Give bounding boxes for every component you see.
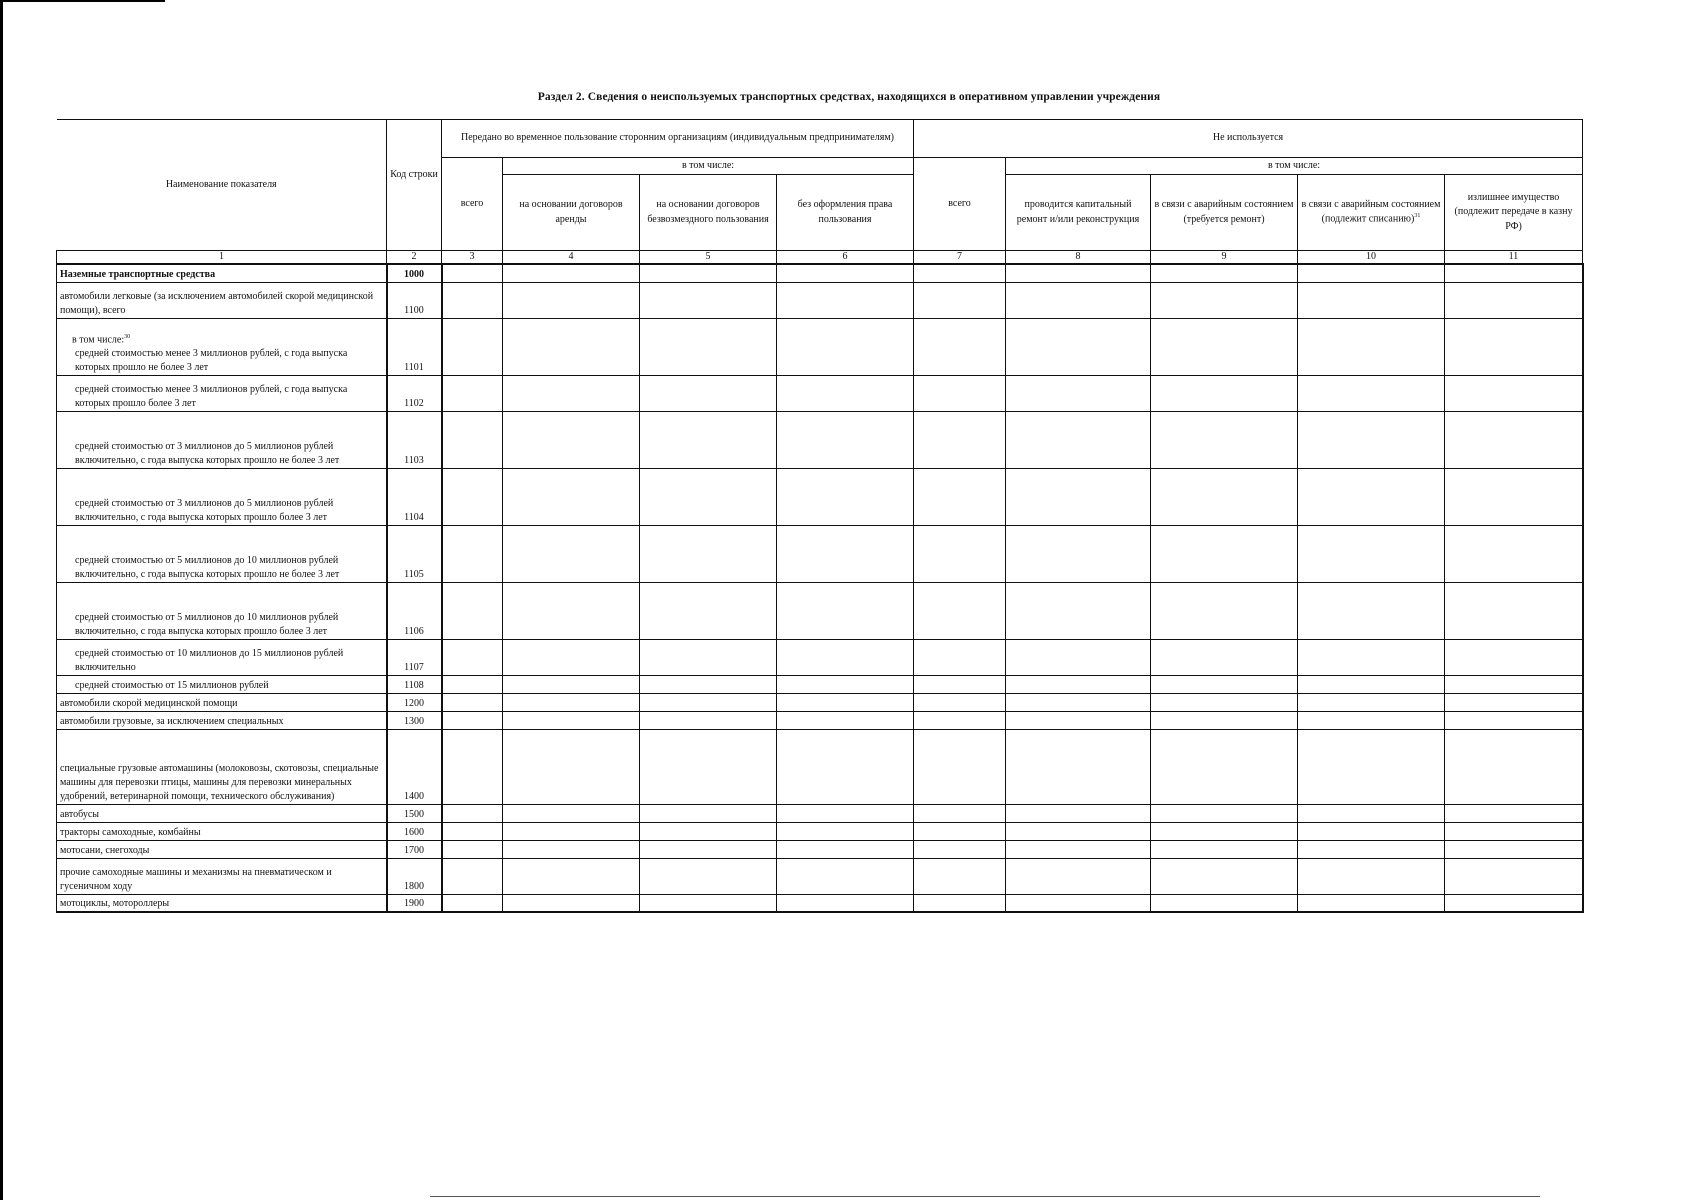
col-number: 6	[777, 251, 914, 265]
row-code: 1600	[387, 822, 442, 840]
row-name	[57, 318, 387, 375]
value-cell-col-6[interactable]	[777, 411, 914, 468]
row-name	[57, 858, 387, 894]
value-cell-col-7[interactable]	[914, 804, 1006, 822]
value-cell-col-3[interactable]	[442, 711, 503, 729]
value-cell-col-5[interactable]	[640, 840, 777, 858]
row-code: 1300	[387, 711, 442, 729]
section-title: Раздел 2. Сведения о неиспользуемых транспортных средствах, находящихся в оперативном управлении учреждения	[537, 91, 1161, 103]
value-cell-col-9[interactable]	[1151, 582, 1298, 639]
header-no-rights: без оформления права пользования	[777, 175, 914, 251]
value-cell-col-11[interactable]	[1445, 894, 1583, 912]
value-cell-col-7[interactable]	[914, 858, 1006, 894]
value-cell-col-8[interactable]	[1006, 264, 1151, 282]
header-transferred-incl: в том числе:	[503, 158, 914, 175]
header-unused: Не используется	[914, 120, 1583, 158]
value-cell-col-3[interactable]	[442, 318, 503, 375]
value-cell-col-5[interactable]	[640, 468, 777, 525]
scan-bottom-mark	[430, 1196, 1540, 1197]
row-name-text: автомобили легковые (за исключением автомобилей скорой медицинской помощи), всего	[60, 290, 374, 316]
row-name-text: средней стоимостью менее 3 миллионов рублей, с года выпуска которых прошло не более 3 лет	[75, 347, 348, 373]
value-cell-col-7[interactable]	[914, 693, 1006, 711]
value-cell-col-3[interactable]	[442, 675, 503, 693]
value-cell-col-10[interactable]	[1298, 468, 1445, 525]
header-repair: проводится капитальный ремонт и/или реконструкция	[1006, 175, 1151, 251]
value-cell-col-10[interactable]	[1298, 411, 1445, 468]
value-cell-col-9[interactable]	[1151, 639, 1298, 675]
row-name	[57, 804, 387, 822]
value-cell-col-11[interactable]	[1445, 693, 1583, 711]
value-cell-col-9[interactable]	[1151, 375, 1298, 411]
row-name-text: автомобили скорой медицинской помощи	[60, 697, 238, 709]
col-number: 10	[1298, 251, 1445, 265]
value-cell-col-11[interactable]	[1445, 840, 1583, 858]
value-cell-col-4[interactable]	[503, 264, 640, 282]
value-cell-col-5[interactable]	[640, 858, 777, 894]
value-cell-col-8[interactable]	[1006, 822, 1151, 840]
value-cell-col-3[interactable]	[442, 894, 503, 912]
value-cell-col-9[interactable]	[1151, 411, 1298, 468]
value-cell-col-10[interactable]	[1298, 582, 1445, 639]
row-name	[57, 693, 387, 711]
value-cell-col-6[interactable]	[777, 318, 914, 375]
row-prefix	[72, 333, 383, 347]
value-cell-col-8[interactable]	[1006, 411, 1151, 468]
col-number: 4	[503, 251, 640, 265]
value-cell-col-4[interactable]	[503, 693, 640, 711]
value-cell-col-11[interactable]	[1445, 468, 1583, 525]
value-cell-col-10[interactable]	[1298, 264, 1445, 282]
value-cell-col-11[interactable]	[1445, 675, 1583, 693]
value-cell-col-9[interactable]	[1151, 858, 1298, 894]
table-row	[57, 264, 1583, 282]
row-name	[57, 375, 387, 411]
col-number: 7	[914, 251, 1006, 265]
table-row	[57, 693, 1583, 711]
row-name	[57, 822, 387, 840]
row-code: 1900	[387, 894, 442, 912]
value-cell-col-5[interactable]	[640, 525, 777, 582]
table-row	[57, 894, 1583, 912]
value-cell-col-3[interactable]	[442, 858, 503, 894]
value-cell-col-7[interactable]	[914, 729, 1006, 804]
table-row	[57, 468, 1583, 525]
value-cell-col-8[interactable]	[1006, 693, 1151, 711]
value-cell-col-9[interactable]	[1151, 468, 1298, 525]
value-cell-col-11[interactable]	[1445, 282, 1583, 318]
value-cell-col-11[interactable]	[1445, 822, 1583, 840]
value-cell-col-10[interactable]	[1298, 822, 1445, 840]
table-row	[57, 675, 1583, 693]
value-cell-col-9[interactable]	[1151, 840, 1298, 858]
value-cell-col-5[interactable]	[640, 675, 777, 693]
value-cell-col-7[interactable]	[914, 282, 1006, 318]
value-cell-col-3[interactable]	[442, 639, 503, 675]
row-name-text: автобусы	[60, 808, 100, 820]
value-cell-col-6[interactable]	[777, 264, 914, 282]
value-cell-col-10[interactable]	[1298, 711, 1445, 729]
header-emergency-repair: в связи с аварийным состоянием (требуется ремонт)	[1151, 175, 1298, 251]
table-row	[57, 525, 1583, 582]
header-transferred: Передано во временное пользование сторонним организациям (индивидуальным предпринимателям)	[442, 120, 914, 158]
value-cell-col-4[interactable]	[503, 582, 640, 639]
value-cell-col-7[interactable]	[914, 264, 1006, 282]
value-cell-col-6[interactable]	[777, 840, 914, 858]
value-cell-col-6[interactable]	[777, 894, 914, 912]
value-cell-col-6[interactable]	[777, 729, 914, 804]
row-code: 1107	[387, 639, 442, 675]
value-cell-col-3[interactable]	[442, 822, 503, 840]
value-cell-col-4[interactable]	[503, 318, 640, 375]
vehicles-table	[56, 119, 1584, 913]
header-surplus: излишнее имущество (подлежит передаче в казну РФ)	[1445, 175, 1583, 251]
value-cell-col-5[interactable]	[640, 318, 777, 375]
value-cell-col-11[interactable]	[1445, 375, 1583, 411]
value-cell-col-4[interactable]	[503, 411, 640, 468]
table-row	[57, 822, 1583, 840]
header-gratuitous: на основании договоров безвозмездного пользования	[640, 175, 777, 251]
header-lease: на основании договоров аренды	[503, 175, 640, 251]
value-cell-col-3[interactable]	[442, 582, 503, 639]
row-code: 1105	[387, 525, 442, 582]
value-cell-col-5[interactable]	[640, 822, 777, 840]
row-name-text: мотосани, снегоходы	[60, 844, 150, 856]
table-row	[57, 729, 1583, 804]
value-cell-col-4[interactable]	[503, 639, 640, 675]
value-cell-col-8[interactable]	[1006, 840, 1151, 858]
row-name	[57, 582, 387, 639]
value-cell-col-11[interactable]	[1445, 804, 1583, 822]
value-cell-col-8[interactable]	[1006, 282, 1151, 318]
value-cell-col-7[interactable]	[914, 375, 1006, 411]
value-cell-col-5[interactable]	[640, 804, 777, 822]
value-cell-col-9[interactable]	[1151, 711, 1298, 729]
row-name	[57, 639, 387, 675]
value-cell-col-5[interactable]	[640, 411, 777, 468]
value-cell-col-9[interactable]	[1151, 675, 1298, 693]
value-cell-col-8[interactable]	[1006, 711, 1151, 729]
row-name	[57, 264, 387, 282]
value-cell-col-8[interactable]	[1006, 525, 1151, 582]
value-cell-col-9[interactable]	[1151, 729, 1298, 804]
value-cell-col-7[interactable]	[914, 411, 1006, 468]
table-row	[57, 858, 1583, 894]
value-cell-col-4[interactable]	[503, 729, 640, 804]
value-cell-col-6[interactable]	[777, 822, 914, 840]
row-code: 1800	[387, 858, 442, 894]
row-name	[57, 840, 387, 858]
value-cell-col-11[interactable]	[1445, 525, 1583, 582]
value-cell-col-7[interactable]	[914, 822, 1006, 840]
value-cell-col-8[interactable]	[1006, 468, 1151, 525]
row-name-text: средней стоимостью от 10 миллионов до 15 миллионов рублей включительно	[75, 647, 344, 673]
row-code: 1200	[387, 693, 442, 711]
scan-top-mark	[0, 0, 165, 2]
row-name-text: мотоциклы, мотороллеры	[60, 898, 170, 910]
value-cell-col-10[interactable]	[1298, 858, 1445, 894]
value-cell-col-4[interactable]	[503, 282, 640, 318]
value-cell-col-4[interactable]	[503, 375, 640, 411]
row-code: 1100	[387, 282, 442, 318]
value-cell-col-11[interactable]	[1445, 729, 1583, 804]
value-cell-col-6[interactable]	[777, 693, 914, 711]
value-cell-col-8[interactable]	[1006, 375, 1151, 411]
value-cell-col-3[interactable]	[442, 525, 503, 582]
value-cell-col-9[interactable]	[1151, 525, 1298, 582]
value-cell-col-6[interactable]	[777, 858, 914, 894]
value-cell-col-7[interactable]	[914, 582, 1006, 639]
value-cell-col-8[interactable]	[1006, 858, 1151, 894]
row-name	[57, 525, 387, 582]
col-number: 9	[1151, 251, 1298, 265]
value-cell-col-8[interactable]	[1006, 318, 1151, 375]
value-cell-col-11[interactable]	[1445, 858, 1583, 894]
value-cell-col-5[interactable]	[640, 693, 777, 711]
value-cell-col-6[interactable]	[777, 711, 914, 729]
value-cell-col-8[interactable]	[1006, 675, 1151, 693]
value-cell-col-5[interactable]	[640, 729, 777, 804]
row-code: 1108	[387, 675, 442, 693]
row-code: 1103	[387, 411, 442, 468]
value-cell-col-4[interactable]	[503, 894, 640, 912]
value-cell-col-11[interactable]	[1445, 639, 1583, 675]
value-cell-col-8[interactable]	[1006, 894, 1151, 912]
value-cell-col-10[interactable]	[1298, 375, 1445, 411]
value-cell-col-4[interactable]	[503, 468, 640, 525]
value-cell-col-10[interactable]	[1298, 318, 1445, 375]
value-cell-col-3[interactable]	[442, 840, 503, 858]
value-cell-col-10[interactable]	[1298, 282, 1445, 318]
col-number: 11	[1445, 251, 1583, 265]
row-prefix-text: в том числе:	[72, 334, 125, 346]
table-row	[57, 411, 1583, 468]
row-name	[57, 468, 387, 525]
value-cell-col-6[interactable]	[777, 804, 914, 822]
value-cell-col-6[interactable]	[777, 468, 914, 525]
row-code: 1000	[387, 264, 442, 282]
value-cell-col-10[interactable]	[1298, 693, 1445, 711]
value-cell-col-3[interactable]	[442, 468, 503, 525]
value-cell-col-11[interactable]	[1445, 582, 1583, 639]
row-name-text: средней стоимостью менее 3 миллионов рублей, с года выпуска которых прошло более 3 лет	[75, 383, 348, 409]
value-cell-col-10[interactable]	[1298, 675, 1445, 693]
table-row	[57, 840, 1583, 858]
value-cell-col-11[interactable]	[1445, 411, 1583, 468]
table-body	[57, 264, 1583, 912]
value-cell-col-10[interactable]	[1298, 525, 1445, 582]
value-cell-col-8[interactable]	[1006, 804, 1151, 822]
value-cell-col-8[interactable]	[1006, 582, 1151, 639]
row-name-text: Наземные транспортные средства	[60, 268, 216, 280]
value-cell-col-4[interactable]	[503, 804, 640, 822]
value-cell-col-6[interactable]	[777, 639, 914, 675]
value-cell-col-4[interactable]	[503, 525, 640, 582]
value-cell-col-7[interactable]	[914, 468, 1006, 525]
row-name-text: средней стоимостью от 5 миллионов до 10 миллионов рублей включительно, с года выпуска которых прошло не более 3 лет	[75, 554, 340, 580]
row-name	[57, 675, 387, 693]
header-unused-incl: в том числе:	[1006, 158, 1583, 175]
value-cell-col-9[interactable]	[1151, 693, 1298, 711]
header-emergency-writeoff-text: в связи с аварийным состоянием (подлежит списанию)	[1301, 198, 1441, 225]
value-cell-col-5[interactable]	[640, 264, 777, 282]
header-emergency-writeoff	[1298, 175, 1445, 251]
footnote-31: 31	[1414, 213, 1421, 220]
value-cell-col-8[interactable]	[1006, 729, 1151, 804]
row-code: 1500	[387, 804, 442, 822]
value-cell-col-7[interactable]	[914, 639, 1006, 675]
row-code: 1104	[387, 468, 442, 525]
value-cell-col-4[interactable]	[503, 840, 640, 858]
table-row	[57, 639, 1583, 675]
value-cell-col-4[interactable]	[503, 711, 640, 729]
table-row	[57, 282, 1583, 318]
row-name	[57, 894, 387, 912]
col-number: 8	[1006, 251, 1151, 265]
value-cell-col-6[interactable]	[777, 582, 914, 639]
scan-left-edge	[0, 0, 3, 1200]
value-cell-col-7[interactable]	[914, 840, 1006, 858]
col-number: 2	[387, 251, 442, 265]
table-row	[57, 804, 1583, 822]
row-name	[57, 711, 387, 729]
row-name	[57, 282, 387, 318]
value-cell-col-3[interactable]	[442, 804, 503, 822]
row-code: 1101	[387, 318, 442, 375]
col-number: 1	[57, 251, 387, 265]
value-cell-col-3[interactable]	[442, 411, 503, 468]
value-cell-col-3[interactable]	[442, 729, 503, 804]
row-name-text: тракторы самоходные, комбайны	[60, 826, 201, 838]
value-cell-col-5[interactable]	[640, 639, 777, 675]
row-name-text: прочие самоходные машины и механизмы на пневматическом и гусеничном ходу	[60, 866, 332, 892]
value-cell-col-11[interactable]	[1445, 264, 1583, 282]
row-name-text: средней стоимостью от 5 миллионов до 10 миллионов рублей включительно, с года выпуска которых прошло более 3 лет	[75, 611, 339, 637]
col-number: 5	[640, 251, 777, 265]
value-cell-col-6[interactable]	[777, 525, 914, 582]
col-number: 3	[442, 251, 503, 265]
value-cell-col-9[interactable]	[1151, 282, 1298, 318]
table-row	[57, 582, 1583, 639]
value-cell-col-5[interactable]	[640, 582, 777, 639]
value-cell-col-3[interactable]	[442, 282, 503, 318]
value-cell-col-4[interactable]	[503, 675, 640, 693]
value-cell-col-7[interactable]	[914, 675, 1006, 693]
value-cell-col-10[interactable]	[1298, 840, 1445, 858]
value-cell-col-4[interactable]	[503, 858, 640, 894]
table-row	[57, 318, 1583, 375]
table-row	[57, 711, 1583, 729]
value-cell-col-10[interactable]	[1298, 639, 1445, 675]
value-cell-col-6[interactable]	[777, 282, 914, 318]
value-cell-col-7[interactable]	[914, 525, 1006, 582]
value-cell-col-7[interactable]	[914, 711, 1006, 729]
value-cell-col-7[interactable]	[914, 318, 1006, 375]
header-transferred-total: всего	[442, 158, 503, 251]
row-name	[57, 729, 387, 804]
row-code: 1106	[387, 582, 442, 639]
value-cell-col-6[interactable]	[777, 675, 914, 693]
value-cell-col-6[interactable]	[777, 375, 914, 411]
row-name-text: автомобили грузовые, за исключением специальных	[60, 715, 284, 727]
row-name-text: средней стоимостью от 15 миллионов рублей	[75, 679, 269, 691]
value-cell-col-5[interactable]	[640, 282, 777, 318]
row-name-text: средней стоимостью от 3 миллионов до 5 миллионов рублей включительно, с года выпуска которых прошло не более 3 лет	[75, 440, 340, 466]
value-cell-col-10[interactable]	[1298, 804, 1445, 822]
row-code: 1700	[387, 840, 442, 858]
row-code: 1102	[387, 375, 442, 411]
value-cell-col-5[interactable]	[640, 375, 777, 411]
header-code: Код строки	[387, 120, 442, 251]
value-cell-col-10[interactable]	[1298, 894, 1445, 912]
table-row	[57, 375, 1583, 411]
value-cell-col-11[interactable]	[1445, 318, 1583, 375]
value-cell-col-3[interactable]	[442, 264, 503, 282]
row-code: 1400	[387, 729, 442, 804]
header-name: Наименование показателя	[57, 120, 387, 251]
value-cell-col-9[interactable]	[1151, 318, 1298, 375]
row-name-text: специальные грузовые автомашины (молоковозы, скотовозы, специальные машины для перевозки птицы, машины для перевозки минеральных удобрений, ветеринарной помощи, технического обслуживания)	[60, 763, 379, 802]
value-cell-col-9[interactable]	[1151, 804, 1298, 822]
value-cell-col-5[interactable]	[640, 894, 777, 912]
value-cell-col-5[interactable]	[640, 711, 777, 729]
value-cell-col-9[interactable]	[1151, 822, 1298, 840]
value-cell-col-4[interactable]	[503, 822, 640, 840]
value-cell-col-7[interactable]	[914, 894, 1006, 912]
value-cell-col-3[interactable]	[442, 693, 503, 711]
header-unused-total: всего	[914, 158, 1006, 251]
value-cell-col-8[interactable]	[1006, 639, 1151, 675]
value-cell-col-9[interactable]	[1151, 894, 1298, 912]
value-cell-col-11[interactable]	[1445, 711, 1583, 729]
row-name	[57, 411, 387, 468]
value-cell-col-10[interactable]	[1298, 729, 1445, 804]
row-name-text: средней стоимостью от 3 миллионов до 5 миллионов рублей включительно, с года выпуска которых прошло более 3 лет	[75, 497, 334, 523]
footnote-30: 30	[124, 333, 131, 340]
value-cell-col-3[interactable]	[442, 375, 503, 411]
value-cell-col-9[interactable]	[1151, 264, 1298, 282]
